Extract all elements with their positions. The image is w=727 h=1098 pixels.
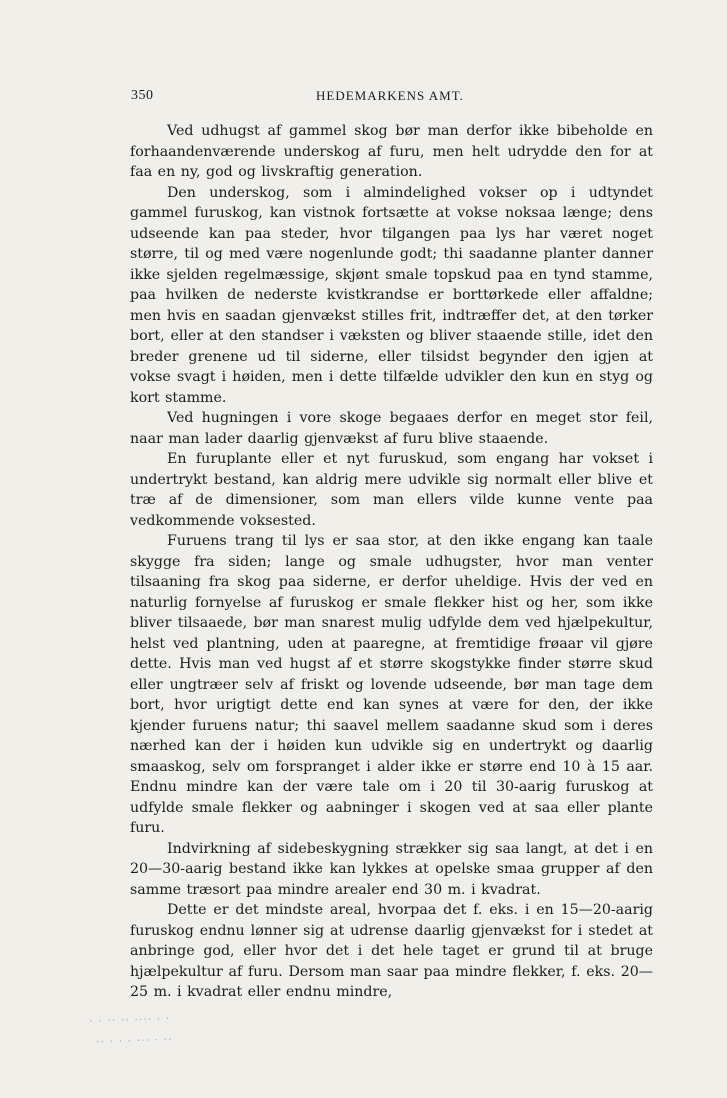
running-head: HEDEMARKENS AMT.: [316, 88, 464, 103]
library-stamp: · · ·· ·· ···· · · ·· · · · ··· · ··: [89, 1011, 173, 1049]
text-body: [130, 121, 653, 1003]
paragraph: Furuens trang til lys er saa stor, at den ikke engang kan taale skygge fra siden; lange og smale udhugster, hvor man venter tilsaaning fra skog paa siderne, er derfor uheldige. Hvis der ved en naturlig fornyelse af furuskog er smale flekker hist og her, som ikke bliver tilsaaede, bør man snarest mulig udfylde dem ved hjælpekultur, helst ved plantning, uden at paaregne, at fremtidige frøaar vil gjøre dette. Hvis man ved hugst af et større skogstykke finder større skud eller ungtræer selv af friskt og lovende udseende, bør man tage dem bort, hvor urigtigt dette end kan synes at være for den, der ikke kjender furuens natur; thi saavel mellem saadanne skud som i deres nærhed kan der i høiden kun udvikle sig en undertrykt og daarlig smaaskog, selv om forspranget i alder ikke er større end 10 à 15 aar. Endnu mindre kan der være tale om i 20 til 30-aarig furuskog at udfylde smale flekker og aabninger i skogen ved at saa eller plante furu.: [130, 533, 653, 836]
paragraph: Ved hugningen i vore skoge begaaes derfor en meget stor feil, naar man lader daarlig gjenvækst af furu blive staaende.: [130, 410, 653, 447]
paragraph: En furuplante eller et nyt furuskud, som engang har vokset i undertrykt bestand, kan aldrig mere udvikle sig normalt eller blive et træ af de dimensioner, som man ellers vilde kunne vente paa vedkommende voksested.: [130, 451, 653, 529]
page-number: 350: [131, 88, 154, 103]
paragraph: Dette er det mindste areal, hvorpaa det f. eks. i en 15—20-aarig furuskog endnu lønner sig at udrense daarlig gjenvækst for i stedet at anbringe god, eller hvor det i det hele taget er grund til at bruge hjælpekultur af furu. Dersom man saar paa mindre flekker, f. eks. 20—25 m. i kvadrat eller endnu mindre,: [130, 902, 653, 1000]
paragraph: Den underskog, som i almindelighed vokser op i udtyndet gammel furuskog, kan vistnok fortsætte at vokse noksaa længe; dens udseende kan paa steder, hvor tilgangen paa lys har været noget større, til og med være nogenlunde godt; thi saadanne planter danner ikke sjelden regelmæssige, skjønt smale topskud paa en tynd stamme, paa hvilken de nederste kvistkrandse er borttørkede eller affaldne; men hvis en saadan gjenvækst stilles frit, indtræffer det, at den tørker bort, eller at den standser i væksten og bliver staaende stille, idet den breder grenene ud til siderne, eller tilsidst begynder den igjen at vokse svagt i høiden, men i dette tilfælde udvikler den kun en styg og kort stamme.: [130, 184, 653, 406]
page-header: [131, 88, 651, 110]
paragraph: Ved udhugst af gammel skog bør man derfor ikke bibeholde en forhaandenværende underskog af furu, men helt udrydde den for at faa en ny, god og livskraftig generation.: [130, 123, 653, 180]
paragraph: Indvirkning af sidebeskygning strækker sig saa langt, at det i en 20—30-aarig bestand ikke kan lykkes at opelske smaa grupper af den samme træsort paa mindre arealer end 30 m. i kvadrat.: [130, 840, 653, 898]
